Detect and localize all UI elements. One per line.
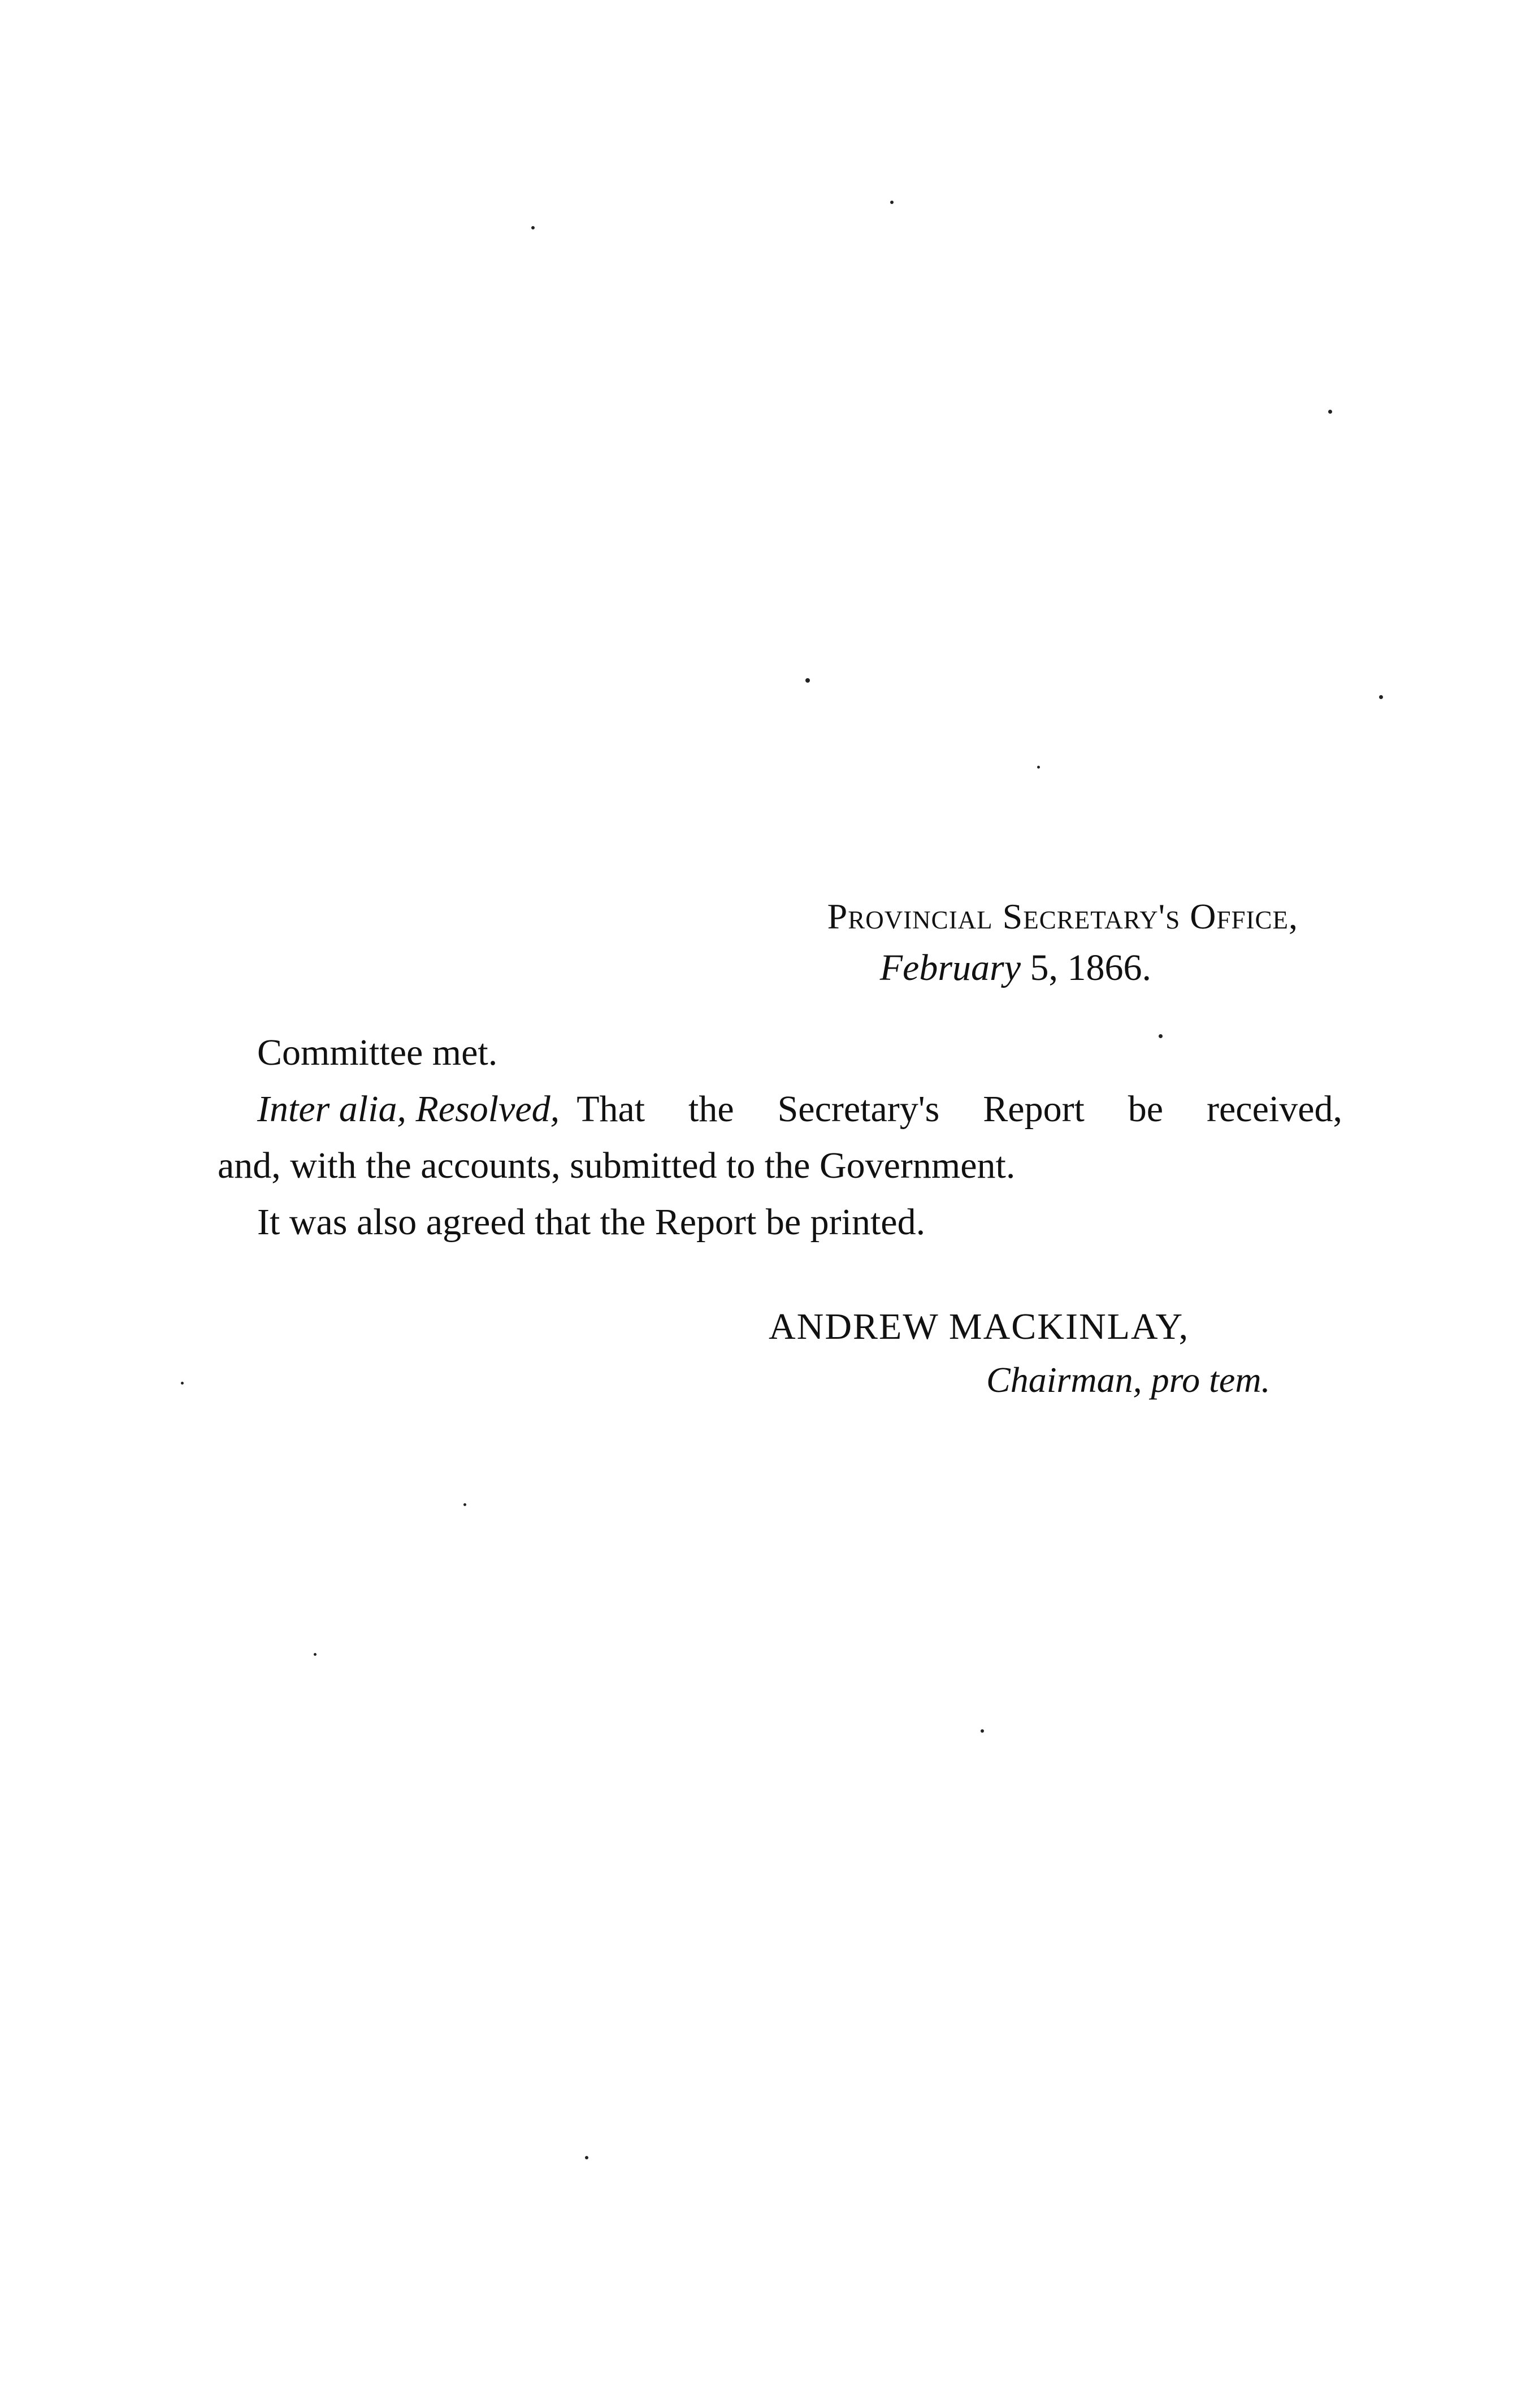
scan-speck xyxy=(981,1729,984,1733)
scan-speck xyxy=(314,1653,317,1656)
scan-speck xyxy=(1037,766,1040,769)
signatory-name: ANDREW MACKINLAY, xyxy=(769,1306,1190,1347)
date-line xyxy=(880,947,1151,990)
resolved-phrase: Inter alia, Resolved, xyxy=(257,1088,560,1130)
scan-speck xyxy=(531,226,535,229)
scan-speck xyxy=(1159,1034,1163,1038)
minutes-line-2 xyxy=(257,1088,1342,1131)
scan-speck xyxy=(1328,410,1332,414)
signatory-title: Chairman, pro tem. xyxy=(986,1360,1271,1400)
scan-speck xyxy=(1379,695,1383,699)
minutes-line-1: Committee met. xyxy=(257,1032,498,1073)
date-day-year: 5, 1866. xyxy=(1021,947,1151,988)
scan-speck xyxy=(463,1503,466,1506)
scan-speck xyxy=(890,201,894,204)
scan-speck xyxy=(805,678,810,683)
scan-speck xyxy=(181,1382,184,1385)
minutes-line-4: It was also agreed that the Report be printed. xyxy=(257,1201,926,1243)
minutes-line-3: and, with the accounts, submitted to the Government. xyxy=(218,1145,1016,1186)
scan-speck xyxy=(585,2156,588,2159)
office-heading: Provincial Secretary's Office, xyxy=(827,896,1298,936)
date-month: February xyxy=(879,947,1021,988)
resolution-text: That the Secretary's Report be received, xyxy=(576,1088,1342,1130)
